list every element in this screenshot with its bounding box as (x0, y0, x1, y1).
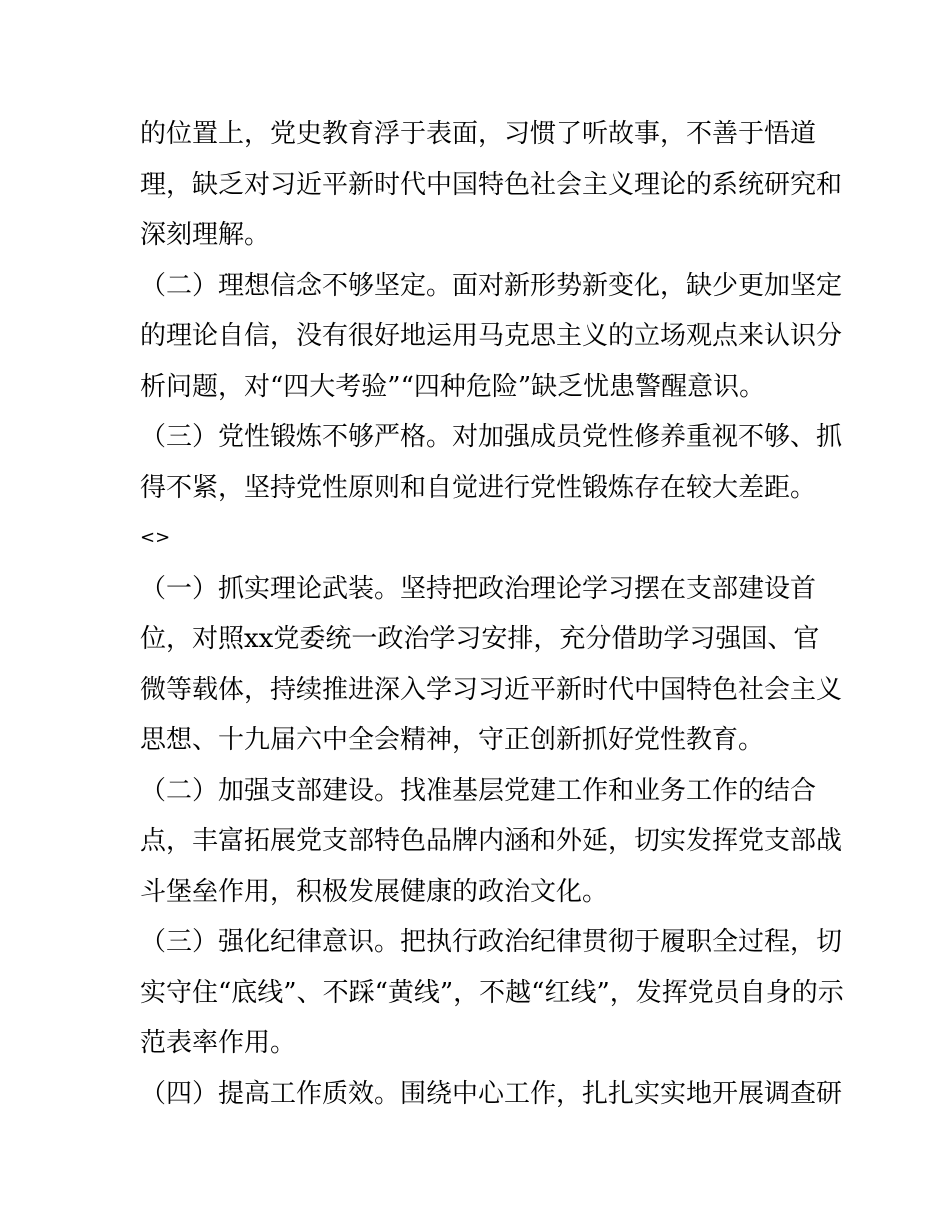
text-line: 位，对照xx党委统一政治学习安排，充分借助学习强国、官 (140, 624, 820, 654)
text-line: 的位置上，党史教育浮于表面，习惯了听故事，不善于悟道 (140, 119, 817, 149)
document-body (140, 109, 844, 1119)
text-line: 思想、十九届六中全会精神，守正创新抓好党性教育。 (140, 725, 765, 755)
text-line: 理，缺乏对习近平新时代中国特色社会主义理论的系统研究和 (140, 169, 843, 200)
text-line: 析问题，对“四大考验”“四种危险”缺乏忧患警醒意识。 (140, 371, 766, 402)
text-line: 得不紧，坚持党性原则和自觉进行党性锻炼存在较大差距。 (140, 472, 817, 503)
text-line: （三）党性锻炼不够严格。对加强成员党性修养重视不够、抓 (140, 422, 843, 452)
text-line: 范表率作用。 (140, 1028, 297, 1058)
text-line: （二）理想信念不够坚定。面对新形势新变化，缺少更加坚定 (140, 270, 843, 301)
text-line: （二）加强支部建设。找准基层党建工作和业务工作的结合 (140, 775, 817, 806)
text-line: 点，丰富拓展党支部特色品牌内涵和外延，切实发挥党支部战 (140, 826, 843, 856)
text-line: 微等载体，持续推进深入学习习近平新时代中国特色社会主义 (140, 674, 843, 705)
text-line: （三）强化纪律意识。把执行政治纪律贯彻于履职全过程，切 (140, 927, 843, 957)
placeholder-marker: <> (140, 527, 171, 548)
text-line: 深刻理解。 (140, 220, 271, 250)
text-line: （四）提高工作质效。围绕中心工作，扎扎实实地开展调查研 (140, 1078, 843, 1109)
text-line: （一）抓实理论武装。坚持把政治理论学习摆在支部建设首 (140, 573, 817, 604)
text-line: 斗堡垒作用，积极发展健康的政治文化。 (140, 876, 609, 907)
text-line: 实守住“底线”、不踩“黄线”，不越“红线”，发挥党员自身的示 (140, 977, 844, 1008)
text-line: 的理论自信，没有很好地运用马克思主义的立场观点来认识分 (140, 321, 843, 351)
